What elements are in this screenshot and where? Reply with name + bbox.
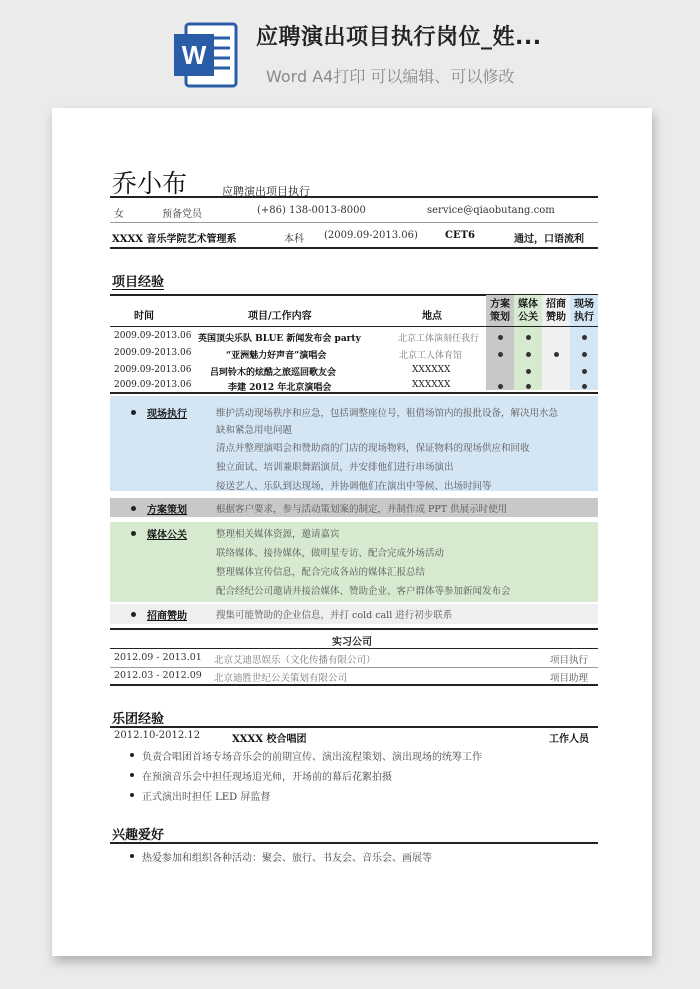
band-date: 2012.10-2012.12 [114,730,201,741]
table-header-rule [110,326,598,327]
role-mark-dot [582,352,587,357]
col-header-media: 媒体 公关 [518,299,538,323]
project-row-content: “亚洲魅力好声音”演唱会 [226,351,327,361]
duty-line: 清点并整理演唱会和赞助商的门店的现场物料，保证物料的现场供应和回收 [216,443,530,454]
role-mark-dot [526,335,531,340]
col-header-planning: 方案 策划 [490,299,510,323]
study-period: (2009.09-2013.06) [324,230,418,241]
project-row-time: 2009.09-2013.06 [114,380,192,390]
duty-line: 根据客户要求，参与活动策划案的制定，并制作成 PPT 供展示时使用 [216,504,508,515]
project-row-content: 吕珂铃木的炫酷之旅巡回歌友会 [210,368,337,378]
duty-line: 接送艺人、乐队到达现场，并协调他们在演出中等候、出场时间等 [216,481,492,492]
svg-text:W: W [181,40,207,70]
band-role: 工作人员 [549,734,589,745]
email: service@qiaobutang.com [427,205,555,216]
document-title: 应聘演出项目执行岗位_姓... [256,25,542,50]
duty-line: 整理媒体宣传信息，配合完成各站的媒体汇报总结 [216,567,426,578]
bullet-icon [130,753,134,757]
role-mark-dot [526,384,531,389]
degree: 本科 [284,234,304,245]
internship-row-rule [110,667,598,668]
school: XXXX 音乐学院艺术管理系 [112,234,237,245]
band-org: XXXX 校合唱团 [232,734,307,745]
band-item: 正式演出时担任 LED 屏监督 [142,792,271,803]
section-title-hobby: 兴趣爱好 [112,828,165,843]
phone: (+86) 138-0013-8000 [257,205,366,216]
duty-label-onsite: 现场执行 [147,409,187,420]
section-title-projects: 项目经验 [112,275,165,290]
duty-line: 维护活动现场秩序和应急，包括调整座位号，租借场馆内的报批设备，解决用水急 [216,408,559,419]
job-target: 应聘演出项目执行 [222,185,310,198]
project-row-place: 北京工体演刻任我行 [398,334,480,344]
col-header-time: 时间 [134,311,154,322]
table-bottom-rule [110,392,598,394]
section-title-band: 乐团经验 [112,712,165,727]
project-row-time: 2009.09-2013.06 [114,365,192,375]
role-mark-dot [526,352,531,357]
bullet-icon [130,854,134,858]
duty-line: 配合经纪公司邀请并接洽媒体、赞助企业、客户群体等参加新闻发布会 [216,586,511,597]
internship-date: 2012.03 - 2012.09 [114,670,202,681]
duty-line: 整理相关媒体资源，邀请嘉宾 [216,529,340,540]
role-mark-dot [498,384,503,389]
role-mark-dot [582,335,587,340]
role-mark-dot [498,352,503,357]
project-row-place: 北京工人体育馆 [399,351,463,361]
internship-bottom-rule [110,684,598,686]
role-mark-dot [554,352,559,357]
col-header-sponsorship: 招商 赞助 [546,299,566,323]
word-doc-icon [172,20,242,90]
project-row-place: XXXXXX [412,365,451,375]
cet-level: CET6 [445,230,475,241]
project-row-content: 李建 2012 年北京演唱会 [228,383,332,393]
resume-page [52,108,652,956]
role-mark-dot [582,369,587,374]
internship-top-rule [110,628,598,630]
duty-label-media: 媒体公关 [147,530,187,541]
internship-title: 实习公司 [332,637,372,648]
duty-label-sponsorship: 招商赞助 [147,611,187,622]
project-row-time: 2009.09-2013.06 [114,348,192,358]
col-header-onsite: 现场 执行 [574,299,594,323]
political-status: 预备党员 [162,209,202,220]
internship-company: 北京艾迪思娱乐（文化传播有限公司） [214,655,376,666]
project-row-place: XXXXXX [412,380,451,390]
duty-line: 缺和紧急用电问题 [216,425,293,436]
project-row-content: 英国顶尖乐队 BLUE 新闻发布会 party [198,334,361,344]
role-mark-dot [498,335,503,340]
bullet-icon [131,410,136,415]
page-banner [0,0,700,104]
role-mark-dot [582,384,587,389]
internship-company: 北京迪胜世纪公关策划有限公司 [214,673,348,684]
candidate-name: 乔小布 [112,169,188,198]
cet-note: 通过，口语流利 [514,234,584,245]
bullet-icon [131,531,136,536]
project-row-time: 2009.09-2013.06 [114,331,192,341]
header-rule [110,196,598,198]
duty-line: 独立面试、培训兼职舞蹈演员，并安排他们进行串场演出 [216,462,454,473]
duty-line: 搜集可能赞助的企业信息，并打 cold call 进行初步联系 [216,610,453,621]
internship-header-rule [110,648,598,649]
band-item: 在预演音乐会中担任现场追光师，开场前的幕后花絮拍摄 [142,772,392,783]
hobby-rule [110,842,598,844]
hobby-item: 热爱参加和组织各种活动：聚会、旅行、书友会、音乐会、画展等 [142,853,432,864]
col-header-content: 项目/工作内容 [248,311,312,322]
internship-position: 项目助理 [550,673,589,684]
bullet-icon [131,612,136,617]
band-rule [110,726,598,728]
internship-position: 项目执行 [550,655,589,666]
band-item: 负责合唱团首场专场音乐会的前期宣传、演出流程策划、演出现场的统筹工作 [142,752,482,763]
document-subtitle: Word A4打印 可以编辑、可以修改 [266,67,515,86]
info-rule [110,222,598,223]
bullet-icon [130,773,134,777]
education-rule [110,247,598,249]
gender: 女 [114,209,124,220]
bullet-icon [131,506,136,511]
internship-date: 2012.09 - 2013.01 [114,652,202,663]
bullet-icon [130,793,134,797]
role-mark-dot [526,369,531,374]
col-header-place: 地点 [422,311,442,322]
duty-label-planning: 方案策划 [147,505,187,516]
duty-line: 联络媒体、接待媒体，做明星专访、配合完成外场活动 [216,548,445,559]
